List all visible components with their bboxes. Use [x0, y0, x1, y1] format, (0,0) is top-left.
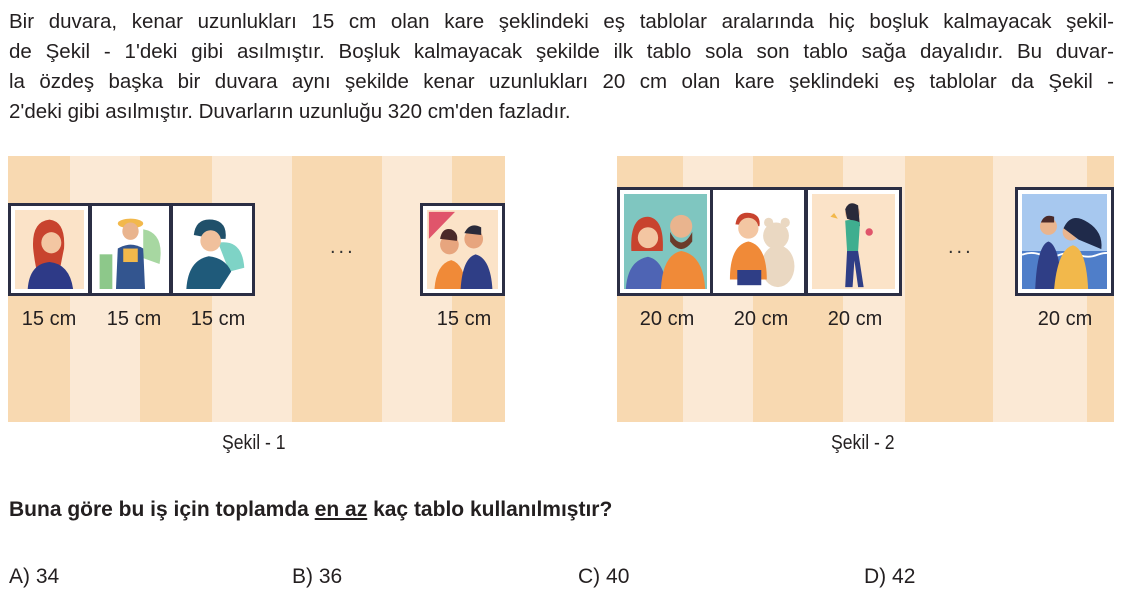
figure-2-caption: Şekil - 2	[831, 432, 895, 454]
option-letter: D)	[864, 565, 887, 588]
length-label: 20 cm	[1037, 308, 1093, 330]
ellipsis: ...	[330, 236, 356, 258]
painting-boy-teddy	[710, 187, 807, 296]
painting-thinking-woman	[170, 203, 255, 296]
ellipsis: ...	[948, 236, 974, 258]
figure-2-wall	[617, 156, 1114, 422]
painting-couple	[420, 203, 505, 296]
length-label: 15 cm	[106, 308, 162, 330]
painting-woman-red-hair	[8, 203, 91, 296]
couple-sea-icon	[1022, 194, 1107, 289]
couple-icon	[427, 210, 498, 289]
problem-line: Bir duvara, kenar uzunlukları 15 cm olan kare şeklindeki eş tablolar aralarında hiç boşluk kalmayacak şekil-	[9, 10, 1114, 33]
question-emphasis: en az	[314, 498, 368, 521]
option-a[interactable]	[9, 565, 59, 589]
option-letter: C)	[578, 565, 601, 588]
painting-gardener	[89, 203, 172, 296]
thinking-woman-icon	[177, 210, 248, 289]
couple-beard-icon	[624, 194, 707, 289]
option-b[interactable]	[292, 565, 342, 589]
length-label: 20 cm	[827, 308, 883, 330]
question-before: Buna göre bu iş için toplamda	[9, 498, 315, 521]
option-value: 36	[318, 565, 343, 588]
boy-teddy-icon	[717, 194, 800, 289]
question-text	[9, 498, 612, 522]
painting-woman-dancing	[805, 187, 902, 296]
option-value: 42	[892, 565, 916, 588]
option-c[interactable]	[578, 565, 629, 589]
problem-text	[9, 7, 1114, 127]
problem-line: de Şekil - 1'deki gibi asılmıştır. Boşluk kalmayacak şekilde ilk tablo sola son tablo sağa dayalıdır. Bu duvar-	[9, 40, 1114, 63]
gardener-icon	[96, 210, 165, 289]
figure-1-wall	[8, 156, 505, 422]
painting-couple-beard	[617, 187, 714, 296]
length-label: 20 cm	[639, 308, 695, 330]
problem-line: la özdeş başka bir duvara aynı şekilde kenar uzunlukları 20 cm olan kare şeklindeki eş tablolar da Şekil -	[9, 70, 1114, 93]
portrait-icon	[15, 210, 84, 289]
option-letter: B)	[292, 565, 313, 588]
question-after: kaç tablo kullanılmıştır?	[367, 498, 613, 521]
length-label: 20 cm	[733, 308, 789, 330]
figure-1-caption: Şekil - 1	[222, 432, 286, 454]
length-label: 15 cm	[436, 308, 492, 330]
painting-couple-sea	[1015, 187, 1114, 296]
option-value: 40	[606, 565, 630, 588]
length-label: 15 cm	[190, 308, 246, 330]
dancing-woman-icon	[812, 194, 895, 289]
option-d[interactable]	[864, 565, 915, 589]
option-value: 34	[35, 565, 60, 588]
option-letter: A)	[9, 565, 30, 588]
length-label: 15 cm	[21, 308, 77, 330]
problem-line: 2'deki gibi asılmıştır. Duvarların uzunluğu 320 cm'den fazladır.	[9, 100, 571, 123]
